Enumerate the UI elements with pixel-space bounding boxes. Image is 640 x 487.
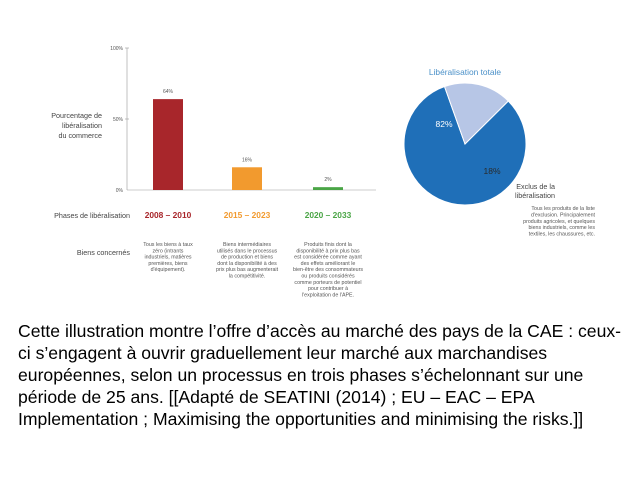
exclusion-description-line-5: textiles, les chaussures, etc. [528,231,595,238]
y-axis-label-line-3: du commerce [58,131,102,140]
exclusion-description-line-4: biens industriels, comme les [528,225,595,232]
pie-slice-label-1: 82% [435,119,453,129]
bar-chart [51,46,376,298]
goods-description-3-line-3: est considérée comme ayant [294,254,362,261]
goods-description-1-line-2: zéro (intrants [152,248,184,255]
exclusion-description-line-3: produits agricoles, et quelques [523,218,595,225]
exclusion-description-line-1: Tous les produits de la liste [531,206,595,212]
phase-label-1: 2008 – 2010 [144,210,192,220]
goods-description-3-line-4: des effets améliorant le [300,260,356,267]
y-axis-label-line-2: libéralisation [62,121,102,130]
y-axis-label-line-1: Pourcentage de [51,111,102,120]
goods-description-1-line-3: industriels, matières [144,254,192,261]
pie-title: Libéralisation totale [428,67,502,77]
exclusion-title-line-2: libéralisation [515,191,555,200]
phases-row-label: Phases de libéralisation [54,211,130,220]
goods-description-3-line-1: Produits finis dont la [304,242,352,248]
bar-value-label-1: 64% [162,89,174,96]
goods-description-2-line-3: de production et biens [220,254,274,261]
goods-description-3-line-9: l'exploitation de l'APE. [301,292,355,299]
pie-chart [404,67,596,238]
goods-description-1-line-4: premières, biens [148,260,188,267]
exclusion-description-line-2: d'exclusion. Principalement [530,212,595,219]
goods-description-1-line-5: d'équipement). [150,267,186,274]
goods-description-2-line-2: utilisés dans le processus [216,248,278,255]
phase-label-2: 2015 – 2023 [223,210,271,220]
bar-3 [313,187,343,190]
y-tick-100: 100% [110,46,123,52]
goods-description-1-line-1: Tous les biens à taux [143,242,193,248]
goods-description-2-line-4: dont la disponibilité à des [217,260,277,267]
goods-description-2-line-6: la compétitivité. [228,273,266,280]
goods-description-3-line-2: disponibilité à prix plus bas [296,248,360,255]
goods-description-2-line-1: Biens intermédiaires [223,242,271,248]
goods-row-label: Biens concernés [76,248,130,257]
y-tick-50: 50% [112,117,123,123]
goods-description-3-line-6: ou produits considérés [301,273,355,280]
bar-1 [153,99,183,190]
exclusion-title-line-1: Exclus de la [516,182,555,191]
goods-description-3-line-8: pour contribuer à [307,286,349,293]
goods-description-2-line-5: prix plus bas augmenterait [215,267,279,274]
y-tick-0: 0% [115,188,123,194]
goods-description-3-line-7: comme porteurs de potentiel [294,279,362,286]
bar-2 [232,167,262,190]
bar-value-label-3: 2% [324,177,332,184]
goods-description-3-line-5: bien-être des consommateurs [292,267,364,274]
bar-value-label-2: 16% [241,157,253,164]
figure-caption: Cette illustration montre l’offre d’accès au marché des pays de la CAE : ceux-ci s’engagent à ouvrir graduellement leur marché aux marchandises européennes, selon un processus en trois phases s’échelonnant sur une période de 25 ans. [[Adapté de SEATINI (2014) ; EU – EAC – EPA Implementation ; Maximising the opportunities and minimising the risks.]] [18,321,622,429]
pie-slice-label-2: 18% [483,166,501,176]
phase-label-3: 2020 – 2033 [304,210,352,220]
